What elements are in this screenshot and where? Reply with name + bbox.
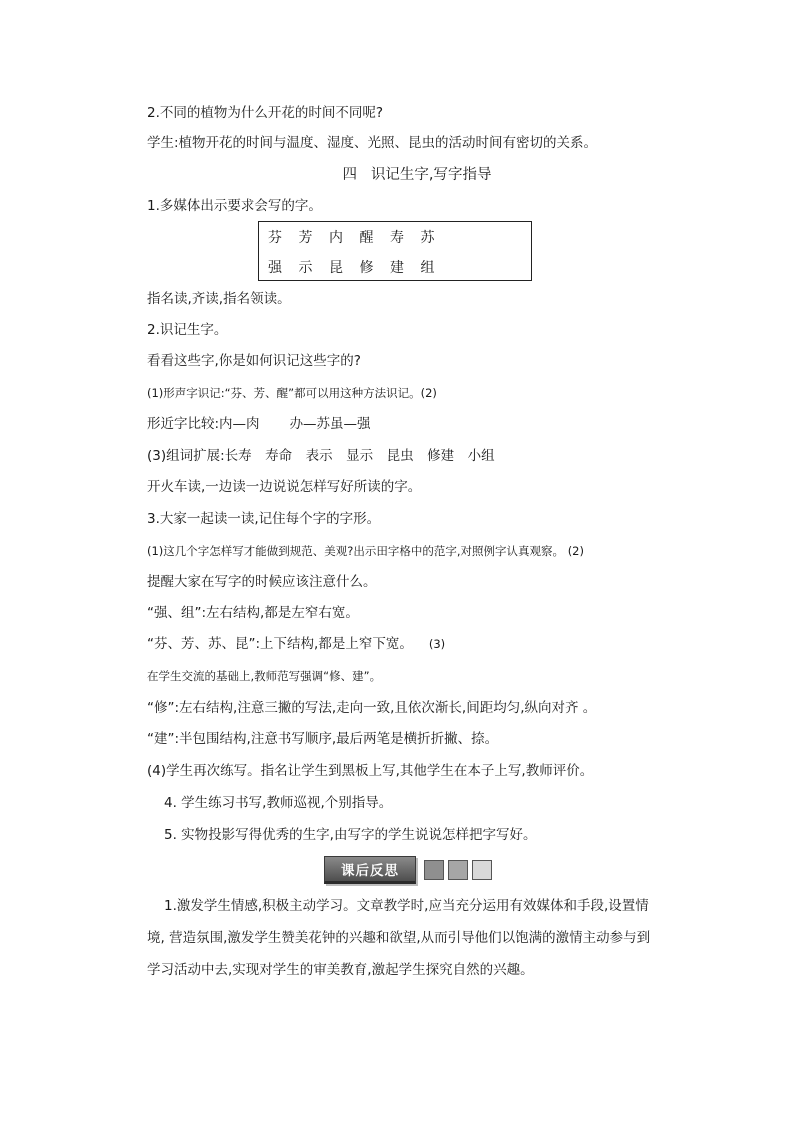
line-after-box: 指名读,齐读,指名领读。 <box>147 291 291 307</box>
line-step5: 5. 实物投影写得优秀的生字,由写字的学生说说怎样把字写好。 <box>164 827 537 843</box>
character: 醒 <box>359 230 374 246</box>
character: 建 <box>390 260 404 276</box>
line-step3: 3.大家一起读一读,记住每个字的字形。 <box>147 511 381 527</box>
line-method1: (1)形声字识记:“芬、芳、醒”都可以用这种方法识记。(2) <box>147 386 437 400</box>
line-q2: 2.不同的植物为什么开花的时间不同呢? <box>147 105 384 121</box>
character: 寿 <box>390 230 404 246</box>
line-answer: 学生:植物开花的时间与温度、湿度、光照、昆虫的活动时间有密切的关系。 <box>147 135 598 151</box>
banner-square-dark <box>424 860 444 880</box>
method2-part-a: 形近字比较:内—肉 <box>147 416 260 432</box>
method2-part-b: 办—苏虽—强 <box>289 416 371 432</box>
character-row-1 <box>268 228 451 248</box>
reflection-banner <box>324 857 492 883</box>
banner-square-light <box>472 860 492 880</box>
line-fen-fang <box>147 634 445 654</box>
line-ask: 看看这些字,你是如何识记这些字的? <box>147 353 361 369</box>
line-step1: 1.多媒体出示要求会写的字。 <box>147 198 322 214</box>
line-step4: 4. 学生练习书写,教师巡视,个别指导。 <box>164 795 393 811</box>
section-heading <box>0 165 794 185</box>
character: 芬 <box>268 230 282 246</box>
line-write4: (4)学生再次练写。指名让学生到黑板上写,其他学生在本子上写,教师评价。 <box>147 763 594 779</box>
character: 芳 <box>298 230 313 246</box>
fen-fang-text: “芬、芳、苏、昆”:上下结构,都是上窄下宽。 <box>147 636 413 652</box>
character: 组 <box>420 260 435 276</box>
fen-fang-number: (3) <box>428 637 446 651</box>
character: 修 <box>359 260 374 276</box>
reflection-paragraph <box>147 890 661 986</box>
character-row-2 <box>268 258 451 278</box>
character-box <box>258 221 532 281</box>
line-demo: 在学生交流的基础上,教师范写强调“修、建”。 <box>147 669 382 683</box>
character: 苏 <box>420 230 435 246</box>
line-train: 开火车读,一边读一边说说怎样写好所读的字。 <box>147 479 422 495</box>
line-remind: 提醒大家在写字的时候应该注意什么。 <box>147 574 377 590</box>
character: 昆 <box>329 260 343 276</box>
line-step2: 2.识记生字。 <box>147 322 228 338</box>
section-number: 四 <box>342 167 357 183</box>
line-xiu: “修”:左右结构,注意三撇的写法,走向一致,且依次渐长,间距均匀,纵向对齐 。 <box>147 700 597 716</box>
line-qiang-zu: “强、组”:左右结构,都是左窄右宽。 <box>147 605 359 621</box>
line-write1: (1)这几个字怎样写才能做到规范、美观?出示田字格中的范字,对照例字认真观察。 (2) <box>147 544 584 558</box>
banner-title: 课后反思 <box>324 856 416 884</box>
character: 内 <box>329 230 343 246</box>
section-title: 识记生字,写字指导 <box>370 167 492 183</box>
line-method3: (3)组词扩展:长寿 寿命 表示 显示 昆虫 修建 小组 <box>147 448 495 464</box>
line-method2 <box>147 414 371 434</box>
character: 示 <box>298 260 313 276</box>
banner-square-mid <box>448 860 468 880</box>
character: 强 <box>268 260 282 276</box>
line-jian: “建”:半包围结构,注意书写顺序,最后两笔是横折折撇、捺。 <box>147 731 499 747</box>
reflection-text: 1.激发学生情感,积极主动学习。文章教学时,应当充分运用有效媒体和手段,设置情境, 营造氛围,激发学生赞美花钟的兴趣和欲望,从而引导他们以饱满的激情主动参与到学习活动中去,实现对学生的审美教育,激起学生探究自然的兴趣。 <box>147 898 651 978</box>
